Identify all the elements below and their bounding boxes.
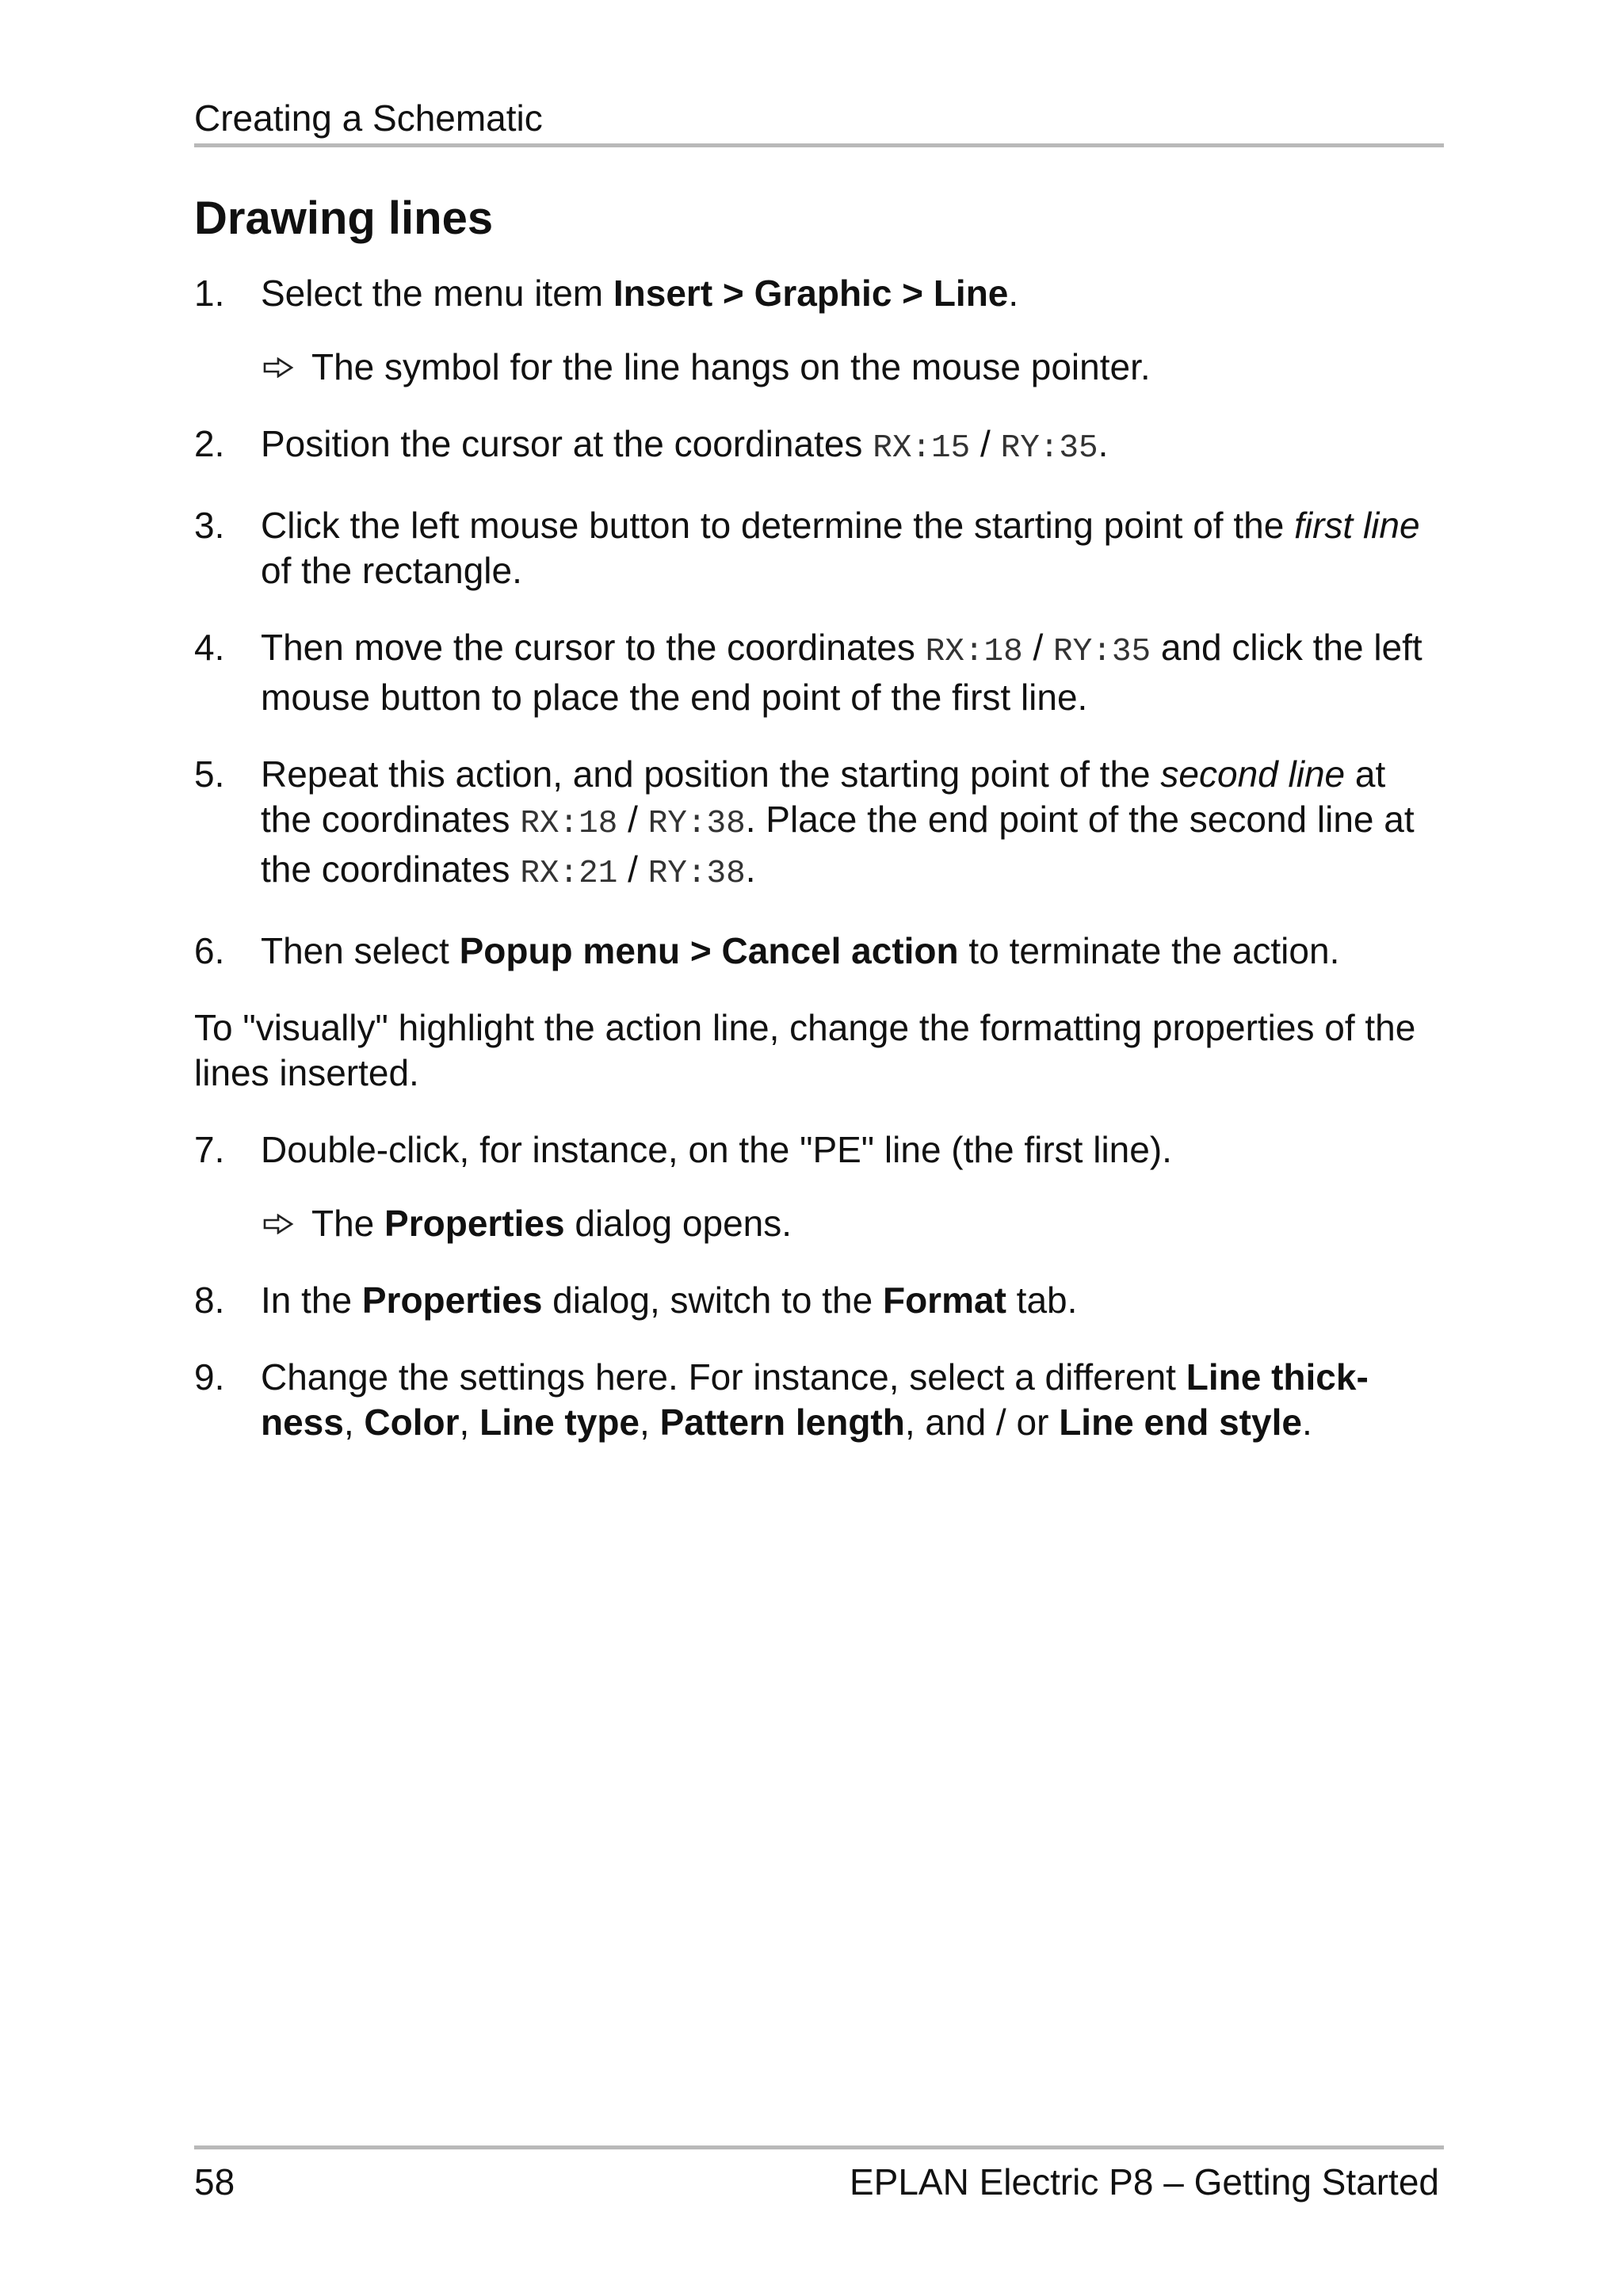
menu-path: Insert > Graphic > Line bbox=[613, 273, 1009, 314]
step-text bbox=[261, 929, 1444, 974]
result-text-part: The bbox=[311, 1203, 385, 1244]
step-number: 9. bbox=[194, 1356, 225, 1398]
step-text-part: . bbox=[1098, 423, 1109, 464]
coordinate-rx: RX:18 bbox=[925, 634, 1023, 670]
step-text-part: . Place the end point of the second line at the coordinates bbox=[261, 799, 1415, 890]
running-head: Creating a Schematic bbox=[194, 97, 543, 139]
result-text-part: dialog opens. bbox=[564, 1203, 792, 1244]
result-text: The symbol for the line hangs on the mouse pointer. bbox=[311, 346, 1151, 387]
tab-name: Format bbox=[882, 1280, 1006, 1321]
note-paragraph: To "visually" highlight the action line, change the formatting properties of the lines inserted. bbox=[194, 1007, 1416, 1093]
step-6 bbox=[194, 929, 1444, 974]
step-text-part: . bbox=[1301, 1402, 1312, 1443]
step-list bbox=[194, 271, 1444, 1445]
emphasis-text: second line bbox=[1160, 753, 1346, 795]
step-number: 7. bbox=[194, 1129, 225, 1170]
step-text bbox=[261, 503, 1444, 593]
step-text bbox=[261, 625, 1444, 720]
step-text-part: dialog, switch to the bbox=[542, 1280, 883, 1321]
coordinate-ry: RY:38 bbox=[647, 806, 746, 842]
step-text-part: / bbox=[1022, 627, 1054, 668]
step-text-part: of the rectangle. bbox=[261, 550, 522, 591]
coordinate-rx: RX:18 bbox=[520, 806, 618, 842]
step-text bbox=[261, 1355, 1444, 1445]
step-text-part: and click the left mouse button to place the end point of the first line. bbox=[261, 627, 1423, 718]
step-2 bbox=[194, 421, 1444, 471]
step-number: 5. bbox=[194, 753, 225, 795]
step-text-part: Click the left mouse button to determine the starting point of the bbox=[261, 505, 1295, 546]
step-text-part: / bbox=[617, 799, 648, 840]
coordinate-rx: RX:15 bbox=[873, 430, 971, 467]
step-text-part: . bbox=[1008, 273, 1019, 314]
step-text-part: , and / or bbox=[904, 1402, 1060, 1443]
menu-path: Popup menu > Cancel action bbox=[459, 930, 959, 971]
page-number: 58 bbox=[194, 2161, 235, 2203]
step-1 bbox=[194, 271, 1444, 316]
section-title: Drawing lines bbox=[194, 193, 494, 244]
step-text-part: , bbox=[343, 1402, 365, 1443]
step-3 bbox=[194, 503, 1444, 593]
coordinate-ry: RY:35 bbox=[1053, 634, 1151, 670]
result-text bbox=[311, 1203, 792, 1244]
step-number: 3. bbox=[194, 505, 225, 546]
page-content bbox=[194, 190, 1444, 1477]
step-number: 4. bbox=[194, 627, 225, 668]
dialog-name: Properties bbox=[384, 1203, 565, 1244]
page-header bbox=[194, 93, 1444, 147]
setting-name: Line thick-ness bbox=[261, 1356, 1369, 1443]
coordinate-ry: RY:38 bbox=[647, 856, 746, 892]
page-footer bbox=[194, 2145, 1444, 2209]
result-7 bbox=[194, 1201, 1444, 1246]
step-text-part: Repeat this action, and position the starting point of the bbox=[261, 753, 1161, 795]
step-text bbox=[261, 1278, 1444, 1323]
coordinate-rx: RX:21 bbox=[520, 856, 618, 892]
step-number: 2. bbox=[194, 423, 225, 464]
step-text bbox=[261, 271, 1444, 316]
result-arrow-icon bbox=[261, 1201, 299, 1246]
step-text-part: / bbox=[617, 849, 648, 890]
dialog-name: Properties bbox=[361, 1280, 543, 1321]
step-text-part: Position the cursor at the coordinates bbox=[261, 423, 873, 464]
step-text-part: Select the menu item bbox=[261, 273, 613, 314]
step-text-part: , bbox=[640, 1402, 660, 1443]
step-text-part: , bbox=[459, 1402, 480, 1443]
step-text-part: to terminate the action. bbox=[958, 930, 1340, 971]
step-text bbox=[261, 421, 1444, 471]
step-text-part: at the coordinates bbox=[261, 753, 1386, 840]
step-text-part: Change the settings here. For instance, select a different bbox=[261, 1356, 1186, 1398]
result-arrow-icon bbox=[261, 345, 299, 390]
setting-name: Line end style bbox=[1059, 1402, 1302, 1443]
emphasis-text: first line bbox=[1294, 505, 1420, 546]
setting-name: Pattern length bbox=[659, 1402, 905, 1443]
result-1 bbox=[194, 345, 1444, 390]
step-text bbox=[261, 752, 1444, 897]
step-text-part: . bbox=[745, 849, 756, 890]
setting-name: Line type bbox=[479, 1402, 640, 1443]
step-text-part: / bbox=[970, 423, 1001, 464]
step-text: Double-click, for instance, on the "PE" line (the first line). bbox=[261, 1129, 1172, 1170]
step-9 bbox=[194, 1355, 1444, 1445]
step-8 bbox=[194, 1278, 1444, 1323]
step-4 bbox=[194, 625, 1444, 720]
setting-name: Color bbox=[364, 1402, 460, 1443]
step-text-part: tab. bbox=[1006, 1280, 1078, 1321]
step-number: 1. bbox=[194, 273, 225, 314]
step-number: 8. bbox=[194, 1280, 225, 1321]
book-title: EPLAN Electric P8 – Getting Started bbox=[849, 2161, 1439, 2203]
step-number: 6. bbox=[194, 930, 225, 971]
step-5 bbox=[194, 752, 1444, 897]
step-text-part: Then select bbox=[261, 930, 460, 971]
step-text-part: Then move the cursor to the coordinates bbox=[261, 627, 926, 668]
step-7 bbox=[194, 1127, 1444, 1173]
coordinate-ry: RY:35 bbox=[1000, 430, 1098, 467]
step-text-part: In the bbox=[261, 1280, 362, 1321]
